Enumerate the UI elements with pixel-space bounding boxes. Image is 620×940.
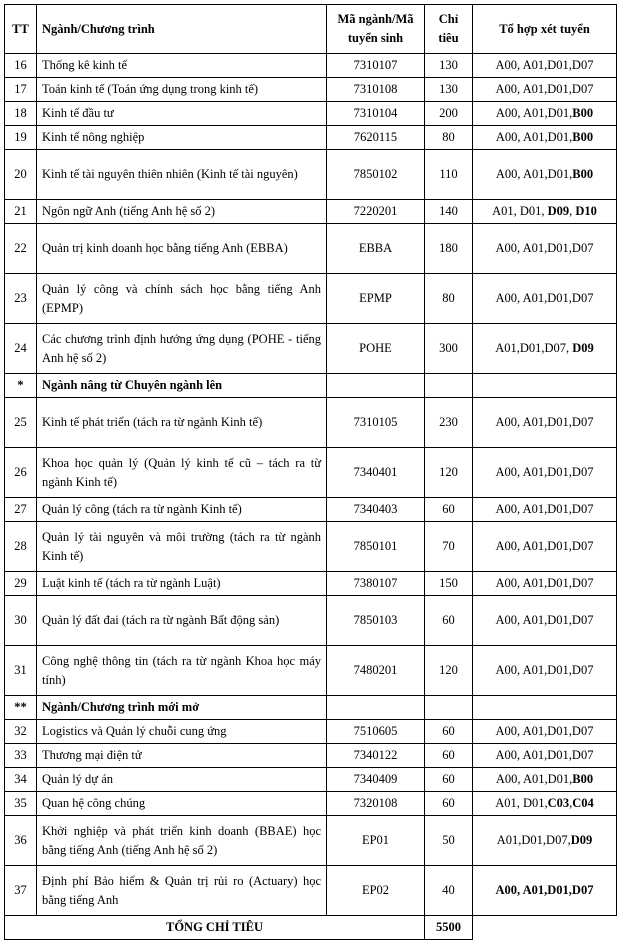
combo-code: A00, A01,D01,D07 — [495, 415, 594, 429]
program-code: EP01 — [327, 816, 425, 866]
combo-code-bold: D10 — [575, 204, 597, 218]
subject-combinations — [473, 200, 617, 224]
program-quota: 60 — [425, 720, 473, 744]
combo-code: , — [569, 796, 573, 810]
combo-code-bold: B00 — [572, 130, 594, 144]
program-quota: 60 — [425, 792, 473, 816]
program-name: Kinh tế tài nguyên thiên nhiên (Kinh tế tài nguyên) — [37, 150, 327, 200]
row-number: 19 — [5, 126, 37, 150]
program-name: Quản lý công và chính sách học bằng tiếng Anh (EPMP) — [37, 274, 327, 324]
subject-combinations — [473, 274, 617, 324]
table-row — [5, 744, 617, 768]
program-code: 7310108 — [327, 78, 425, 102]
program-quota: 60 — [425, 498, 473, 522]
table-row — [5, 522, 617, 572]
program-quota: 110 — [425, 150, 473, 200]
combo-code: A00, A01,D01, — [495, 167, 573, 181]
program-name: Logistics và Quản lý chuỗi cung ứng — [37, 720, 327, 744]
subject-combinations — [473, 126, 617, 150]
program-code: POHE — [327, 324, 425, 374]
total-label: TỔNG CHỈ TIÊU — [5, 916, 425, 940]
program-name: Định phí Bảo hiểm & Quản trị rủi ro (Actuary) học bằng tiếng Anh — [37, 866, 327, 916]
subject-combinations — [473, 498, 617, 522]
table-row — [5, 398, 617, 448]
program-code: EPMP — [327, 274, 425, 324]
program-name: Khởi nghiệp và phát triển kinh doanh (BBAE) học bằng tiếng Anh (tiếng Anh hệ số 2) — [37, 816, 327, 866]
combo-code: A01,D01,D07, — [495, 341, 573, 355]
program-quota: 180 — [425, 224, 473, 274]
program-code: 7340409 — [327, 768, 425, 792]
combo-code: A00, A01,D01,D07 — [495, 58, 594, 72]
total-quota: 5500 — [425, 916, 473, 940]
combo-code: A00, A01,D01,D07 — [495, 748, 594, 762]
table-row — [5, 792, 617, 816]
row-number: 20 — [5, 150, 37, 200]
program-code: 7220201 — [327, 200, 425, 224]
row-number: 23 — [5, 274, 37, 324]
program-name: Kinh tế đầu tư — [37, 102, 327, 126]
combo-code-bold: B00 — [572, 772, 594, 786]
combo-code: A00, A01,D01,D07 — [495, 539, 594, 553]
section-marker: ** — [5, 696, 37, 720]
header-row — [5, 5, 617, 54]
row-number: 36 — [5, 816, 37, 866]
header-quota: Chỉ tiêu — [425, 5, 473, 54]
combo-code: A00, A01,D01, — [495, 772, 573, 786]
program-quota: 40 — [425, 866, 473, 916]
table-row — [5, 572, 617, 596]
program-name: Kinh tế phát triển (tách ra từ ngành Kinh tế) — [37, 398, 327, 448]
subject-combinations — [473, 646, 617, 696]
row-number: 26 — [5, 448, 37, 498]
row-number: 27 — [5, 498, 37, 522]
row-number: 25 — [5, 398, 37, 448]
table-row — [5, 54, 617, 78]
program-code: 7480201 — [327, 646, 425, 696]
subject-combinations — [473, 816, 617, 866]
total-row — [5, 916, 617, 940]
program-quota: 150 — [425, 572, 473, 596]
table-row — [5, 224, 617, 274]
table-body — [5, 54, 617, 916]
section-row — [5, 374, 617, 398]
program-name: Kinh tế nông nghiệp — [37, 126, 327, 150]
subject-combinations — [473, 224, 617, 274]
subject-combinations — [473, 768, 617, 792]
combo-code: A00, A01,D01,D07 — [495, 465, 594, 479]
section-row — [5, 696, 617, 720]
row-number: 17 — [5, 78, 37, 102]
program-code: 7380107 — [327, 572, 425, 596]
program-name: Khoa học quản lý (Quản lý kinh tế cũ – tách ra từ ngành Kinh tế) — [37, 448, 327, 498]
subject-combinations — [473, 398, 617, 448]
admissions-table — [4, 4, 617, 940]
subject-combinations — [473, 596, 617, 646]
row-number: 37 — [5, 866, 37, 916]
combo-code: A00, A01,D01,D07 — [495, 724, 594, 738]
section-empty-cell — [327, 696, 425, 720]
section-title: Ngành nâng từ Chuyên ngành lên — [37, 374, 327, 398]
program-quota: 140 — [425, 200, 473, 224]
subject-combinations — [473, 324, 617, 374]
program-name: Quản lý tài nguyên và môi trường (tách ra từ ngành Kinh tế) — [37, 522, 327, 572]
combo-code: A00, A01,D01, — [495, 106, 573, 120]
program-code: 7510605 — [327, 720, 425, 744]
table-row — [5, 150, 617, 200]
combo-code: A00, A01,D01,D07 — [495, 82, 594, 96]
table-row — [5, 448, 617, 498]
combo-code: A01,D01,D07, — [496, 833, 571, 847]
row-number: 29 — [5, 572, 37, 596]
program-code: 7850101 — [327, 522, 425, 572]
table-row — [5, 324, 617, 374]
header-tt: TT — [5, 5, 37, 54]
program-quota: 60 — [425, 768, 473, 792]
subject-combinations — [473, 448, 617, 498]
program-quota: 60 — [425, 596, 473, 646]
subject-combinations — [473, 54, 617, 78]
combo-code: A00, A01,D01,D07 — [495, 663, 594, 677]
program-name: Quản lý dự án — [37, 768, 327, 792]
table-row — [5, 200, 617, 224]
table-row — [5, 498, 617, 522]
combo-code-bold: D09 — [570, 833, 593, 847]
row-number: 32 — [5, 720, 37, 744]
combo-code-bold: B00 — [572, 106, 594, 120]
program-name: Luật kinh tế (tách ra từ ngành Luật) — [37, 572, 327, 596]
row-number: 34 — [5, 768, 37, 792]
section-title: Ngành/Chương trình mới mở — [37, 696, 327, 720]
row-number: 18 — [5, 102, 37, 126]
row-number: 30 — [5, 596, 37, 646]
program-name: Quản trị kinh doanh học bằng tiếng Anh (EBBA) — [37, 224, 327, 274]
combo-code: A00, A01,D01,D07 — [495, 576, 594, 590]
header-combo: Tổ hợp xét tuyển — [473, 5, 617, 54]
program-quota: 80 — [425, 274, 473, 324]
program-code: 7310105 — [327, 398, 425, 448]
table-row — [5, 768, 617, 792]
row-number: 24 — [5, 324, 37, 374]
section-marker: * — [5, 374, 37, 398]
header-program: Ngành/Chương trình — [37, 5, 327, 54]
section-empty-cell — [327, 374, 425, 398]
table-row — [5, 646, 617, 696]
row-number: 21 — [5, 200, 37, 224]
combo-code-bold: C03 — [547, 796, 570, 810]
table-row — [5, 866, 617, 916]
section-empty-cell — [473, 696, 617, 720]
program-quota: 50 — [425, 816, 473, 866]
program-code: 7310107 — [327, 54, 425, 78]
program-quota: 60 — [425, 744, 473, 768]
combo-code: A00, A01,D01,D07 — [495, 502, 594, 516]
program-name: Ngôn ngữ Anh (tiếng Anh hệ số 2) — [37, 200, 327, 224]
program-name: Công nghệ thông tin (tách ra từ ngành Khoa học máy tính) — [37, 646, 327, 696]
program-name: Các chương trình định hướng ứng dụng (POHE - tiếng Anh hệ số 2) — [37, 324, 327, 374]
program-quota: 120 — [425, 646, 473, 696]
table-row — [5, 102, 617, 126]
program-name: Quan hệ công chúng — [37, 792, 327, 816]
combo-code-bold: C04 — [572, 796, 594, 810]
table-row — [5, 274, 617, 324]
subject-combinations — [473, 522, 617, 572]
row-number: 35 — [5, 792, 37, 816]
table-row — [5, 596, 617, 646]
table-row — [5, 816, 617, 866]
program-quota: 80 — [425, 126, 473, 150]
program-name: Thương mại điện tử — [37, 744, 327, 768]
row-number: 16 — [5, 54, 37, 78]
program-code: 7310104 — [327, 102, 425, 126]
program-code: EP02 — [327, 866, 425, 916]
subject-combinations — [473, 102, 617, 126]
subject-combinations — [473, 744, 617, 768]
program-code: 7850102 — [327, 150, 425, 200]
program-name: Thống kê kinh tế — [37, 54, 327, 78]
program-name: Quản lý công (tách ra từ ngành Kinh tế) — [37, 498, 327, 522]
combo-code: A00, A01,D01,D07 — [495, 291, 594, 305]
table-row — [5, 78, 617, 102]
program-quota: 200 — [425, 102, 473, 126]
combo-code-bold: A00, A01,D01,D07 — [495, 883, 594, 897]
subject-combinations — [473, 572, 617, 596]
program-quota: 130 — [425, 54, 473, 78]
program-code: 7620115 — [327, 126, 425, 150]
program-quota: 300 — [425, 324, 473, 374]
subject-combinations — [473, 720, 617, 744]
total-combo-empty — [473, 916, 617, 940]
section-empty-cell — [425, 374, 473, 398]
subject-combinations — [473, 866, 617, 916]
program-name: Toán kinh tế (Toán ứng dụng trong kinh tế) — [37, 78, 327, 102]
row-number: 28 — [5, 522, 37, 572]
program-quota: 120 — [425, 448, 473, 498]
row-number: 33 — [5, 744, 37, 768]
combo-code: , — [569, 204, 576, 218]
program-code: 7340401 — [327, 448, 425, 498]
section-empty-cell — [473, 374, 617, 398]
section-empty-cell — [425, 696, 473, 720]
combo-code: A01, D01, — [492, 204, 548, 218]
combo-code-bold: D09 — [572, 341, 594, 355]
row-number: 22 — [5, 224, 37, 274]
program-code: 7320108 — [327, 792, 425, 816]
program-quota: 70 — [425, 522, 473, 572]
subject-combinations — [473, 78, 617, 102]
program-quota: 230 — [425, 398, 473, 448]
program-code: 7340122 — [327, 744, 425, 768]
combo-code: A00, A01,D01,D07 — [495, 613, 594, 627]
admissions-table-container — [4, 4, 616, 940]
combo-code: A00, A01,D01,D07 — [495, 241, 594, 255]
subject-combinations — [473, 150, 617, 200]
program-code: 7850103 — [327, 596, 425, 646]
table-row — [5, 126, 617, 150]
combo-code: A00, A01,D01, — [495, 130, 573, 144]
combo-code-bold: D09 — [547, 204, 570, 218]
program-quota: 130 — [425, 78, 473, 102]
subject-combinations — [473, 792, 617, 816]
row-number: 31 — [5, 646, 37, 696]
program-name: Quản lý đất đai (tách ra từ ngành Bất động sản) — [37, 596, 327, 646]
combo-code-bold: B00 — [572, 167, 594, 181]
header-code: Mã ngành/Mã tuyển sinh — [327, 5, 425, 54]
program-code: 7340403 — [327, 498, 425, 522]
program-code: EBBA — [327, 224, 425, 274]
table-row — [5, 720, 617, 744]
combo-code: A01, D01, — [495, 796, 548, 810]
